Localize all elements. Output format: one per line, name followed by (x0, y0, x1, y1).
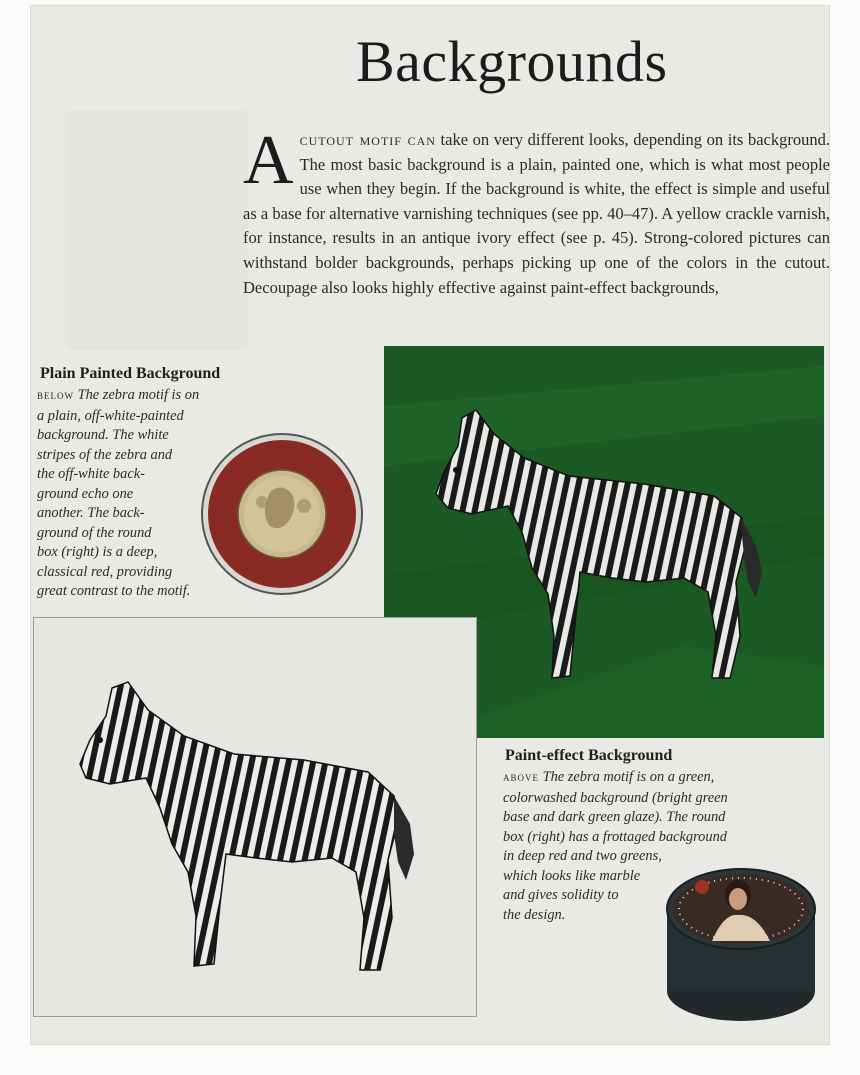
intro-paragraph (243, 122, 830, 300)
intro-text: take on very different looks, depending on its background. The most basic background is a plain, painted one, which is what most people use when they begin. If the background is white, the effect is simple and useful as a base for alternative varnishing techniques (see pp. 40–47). A yellow crackle varnish, for instance, results in an antique ivory effect (see p. 45). Strong-colored pictures can withstand bolder backgrounds, perhaps picking up one of the colors in the cutout. Decoupage also looks highly effective against paint-effect backgrounds, (243, 130, 830, 297)
caption-line: background. The white (37, 427, 169, 443)
caption-lead-below: BELOW (37, 391, 74, 401)
caption-line: the off-white back- (37, 466, 145, 482)
caption-line: classical red, providing (37, 563, 173, 580)
caption-lead-above: ABOVE (503, 773, 539, 783)
caption-line: base and dark green glaze). The round (503, 809, 726, 825)
plain-background-caption (37, 386, 222, 602)
caption-line: colorwashed background (bright green (503, 789, 728, 806)
red-round-box-image (200, 432, 364, 596)
caption-line: box (right) has a frottaged background (503, 828, 727, 845)
caption-line: The zebra motif is on (77, 387, 200, 403)
caption-line: ground of the round (37, 524, 152, 541)
plain-offwhite-background (33, 617, 477, 1017)
caption-line: great contrast to the motif. (37, 583, 191, 599)
caption-line: another. The back- (37, 505, 145, 521)
faded-background-panel (68, 110, 248, 350)
intro-lead-smallcaps: cutout motif can (299, 130, 436, 149)
caption-line: the design. (503, 906, 566, 923)
caption-line: a plain, off-white-painted (37, 407, 184, 424)
caption-line: in deep red and two greens, (503, 848, 662, 864)
caption-line: ground echo one (37, 485, 134, 502)
caption-line: which looks like marble (503, 867, 641, 884)
page-title: Backgrounds (356, 29, 668, 94)
caption-line: The zebra motif is on a green, (542, 769, 715, 785)
frottaged-round-box-image (664, 865, 818, 1025)
plain-background-heading: Plain Painted Background (40, 365, 221, 382)
caption-line: and gives solidity to (503, 887, 619, 903)
caption-line: stripes of the zebra and (37, 446, 173, 463)
zebra-on-white-image (34, 618, 476, 1016)
drop-cap: A (243, 122, 294, 199)
paint-effect-background-heading: Paint-effect Background (505, 747, 673, 764)
caption-line: box (right) is a deep, (37, 544, 158, 560)
